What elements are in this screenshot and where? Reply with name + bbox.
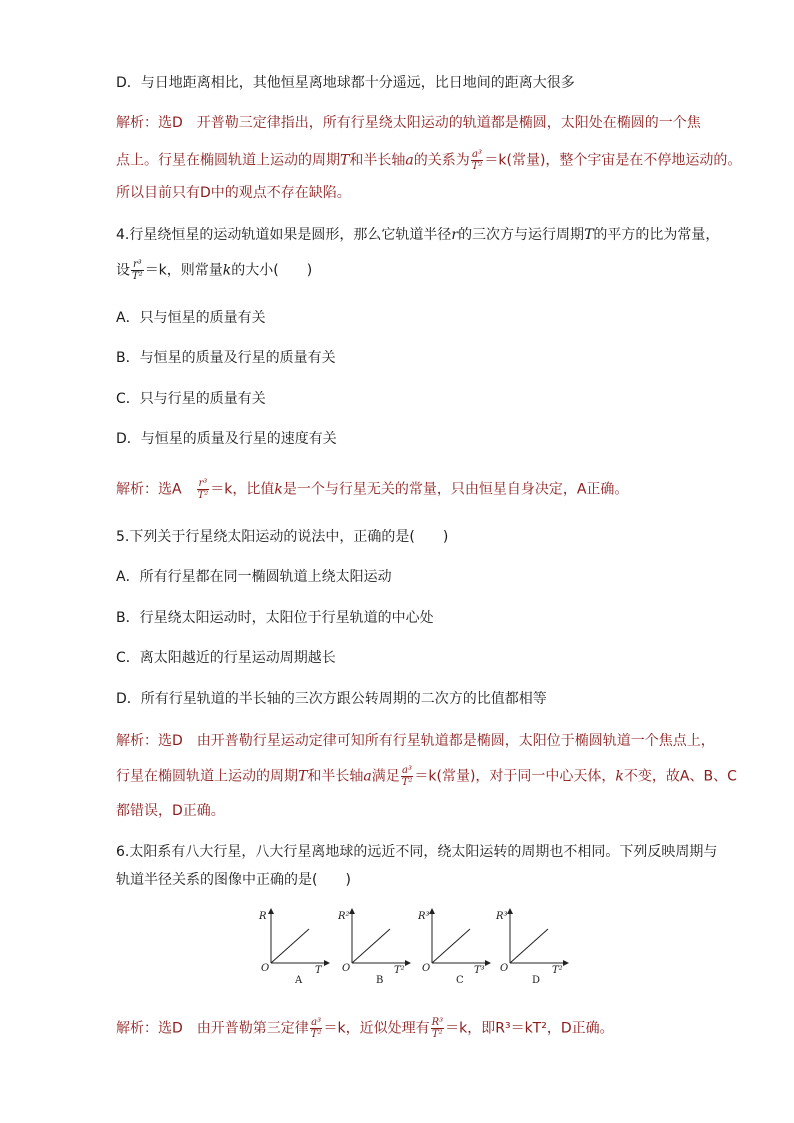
- x-axis-label: T³: [474, 965, 485, 976]
- text: 和半长轴: [349, 152, 406, 169]
- graph-name: A: [295, 975, 303, 986]
- q3-analysis-line1: 解析：选D 开普勒三定律指出，所有行星绕太阳运动的轨道都是椭圆，太阳处在椭圆的一个焦: [116, 115, 701, 131]
- fraction: $\frac{\text{a³}}{\text{T²}}$: [471, 149, 483, 172]
- y-axis-label: R³: [496, 911, 508, 922]
- var-a: a: [405, 152, 414, 169]
- q4-stem-line1: 4.行星绕恒星的运动轨道如果是圆形，那么它轨道半径r的三次方与运行周期T的平方的比为常量，: [116, 227, 720, 243]
- q3-option-d: D．与日地距离相比，其他恒星离地球都十分遥远，比日地间的距离大很多: [116, 75, 575, 91]
- x-axis-label: T: [315, 965, 322, 976]
- q5-analysis-line3: 都错误，D正确。: [116, 803, 225, 819]
- text: 的关系为: [413, 152, 470, 169]
- y-axis-label: R: [259, 911, 267, 922]
- fraction: $\frac{\text{a³}}{\text{T²}}$: [310, 1017, 322, 1040]
- graph-c: [416, 905, 496, 985]
- text: ＝k(常量)，整个宇宙是在不停地运动的。: [484, 152, 742, 169]
- q3-analysis-line2: [116, 149, 741, 172]
- fraction: $\frac{\text{a³}}{\text{T²}}$: [401, 765, 413, 788]
- graph-d: [494, 905, 574, 985]
- y-axis-label: R²: [338, 911, 350, 922]
- q5-option-c: C．离太阳越近的行星运动周期越长: [116, 650, 336, 666]
- q6-stem-line2: 轨道半径关系的图像中正确的是( ): [116, 872, 351, 888]
- q5-stem: 5.下列关于行星绕太阳运动的说法中，正确的是( ): [116, 529, 449, 545]
- graph-b: [336, 905, 416, 985]
- origin-label: O: [342, 963, 351, 974]
- y-axis-label: R³: [418, 911, 430, 922]
- graph-name: D: [532, 975, 541, 986]
- text: 点上。行星在椭圆轨道上运动的周期: [116, 152, 340, 169]
- graph-name: C: [456, 975, 464, 986]
- q3-analysis-line3: 所以目前只有D中的观点不存在缺陷。: [116, 185, 351, 201]
- q5-option-a: A．所有行星都在同一椭圆轨道上绕太阳运动: [116, 569, 392, 585]
- graph-name: B: [376, 975, 384, 986]
- q6-analysis: 解析：选D 由开普勒第三定律 $\frac{\text{a³}}{\text{T²}}$ ＝k，近似处理有 $\frac{\text{R³}}{\text{T²}}$ ＝k，即R³＝kT²，D正确。: [116, 1017, 614, 1040]
- fraction: $\frac{\text{r³}}{\text{T²}}$: [197, 478, 209, 501]
- fraction: $\frac{\text{r³}}{\text{T²}}$: [132, 259, 143, 282]
- origin-label: O: [261, 963, 270, 974]
- var-T: T: [340, 152, 350, 169]
- q5-analysis-line2: 行星在椭圆轨道上运动的周期T和半长轴a满足 $\frac{\text{a³}}{\text{T²}}$ ＝k(常量)，对于同一中心天体，k不变，故A、B、C: [116, 765, 737, 788]
- q5-analysis-line1: 解析：选D 由开普勒行星运动定律可知所有行星轨道都是椭圆，太阳位于椭圆轨道一个焦点上，: [116, 733, 715, 749]
- graph-a: [255, 905, 335, 985]
- q6-graphs: [250, 905, 570, 985]
- origin-label: O: [500, 963, 509, 974]
- origin-label: O: [422, 963, 431, 974]
- q5-option-d: D．所有行星轨道的半长轴的三次方跟公转周期的二次方的比值都相等: [116, 691, 547, 707]
- fraction: $\frac{\text{R³}}{\text{T²}}$: [431, 1017, 444, 1040]
- q5-option-b: B．行星绕太阳运动时，太阳位于行星轨道的中心处: [116, 610, 434, 626]
- q6-stem-line1: 6.太阳系有八大行星，八大行星离地球的远近不同，绕太阳运转的周期也不相同。下列反映周期与: [116, 844, 718, 860]
- x-axis-label: T²: [552, 965, 563, 976]
- q4-option-a: A．只与恒星的质量有关: [116, 310, 266, 326]
- q4-option-b: B．与恒星的质量及行星的质量有关: [116, 350, 336, 366]
- q4-stem-line2: 设 $\frac{\text{r³}}{\text{T²}}$ ＝k，则常量k的大小( ): [116, 259, 313, 282]
- q4-option-d: D．与恒星的质量及行星的速度有关: [116, 431, 337, 447]
- x-axis-label: T²: [394, 965, 405, 976]
- q4-analysis: 解析：选A $\frac{\text{r³}}{\text{T²}}$ ＝k，比值k是一个与行星无关的常量，只由恒星自身决定，A正确。: [116, 478, 629, 501]
- q4-option-c: C．只与行星的质量有关: [116, 391, 266, 407]
